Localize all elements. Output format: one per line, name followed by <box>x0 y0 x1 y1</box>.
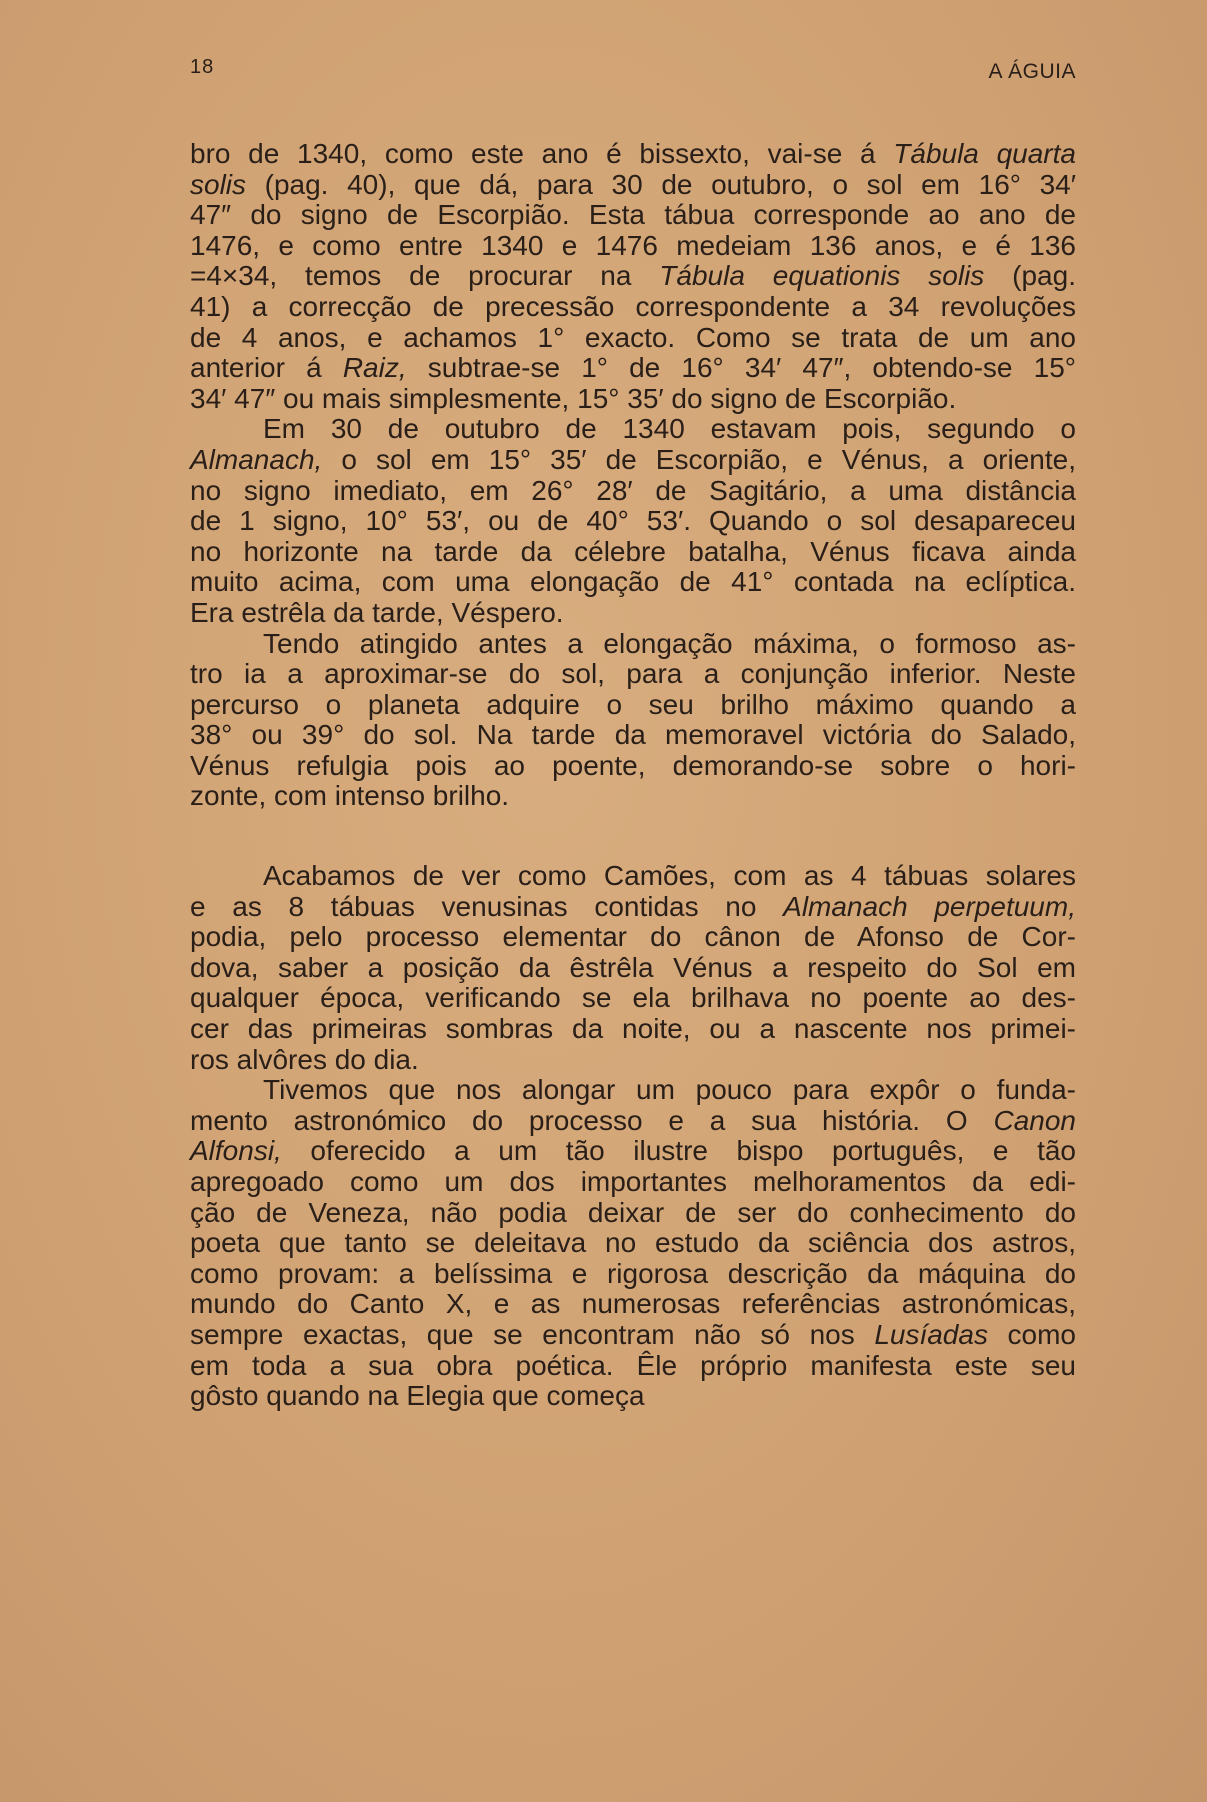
text-run: 41) a correcção de precessão correspondente a 34 revoluções <box>190 290 1076 322</box>
text-run: 34′ 47″ ou mais simplesmente, 15° 35′ do signo de Escorpião. <box>190 382 957 414</box>
paragraph <box>190 414 1076 628</box>
paragraph <box>190 1075 1076 1412</box>
text-line <box>190 1075 1076 1106</box>
italic-title: Lusíadas <box>874 1318 988 1350</box>
italic-title: Raiz, <box>342 352 407 384</box>
text-line <box>190 953 1076 984</box>
italic-title: solis <box>190 168 247 200</box>
text-line <box>190 476 1076 507</box>
text-run: Tivemos que nos alongar um pouco para expôr o funda- <box>263 1074 1076 1106</box>
text-run: Em 30 de outubro de 1340 estavam pois, segundo o <box>263 413 1076 445</box>
text-line <box>190 292 1076 323</box>
text-run: oferecido a um tão ilustre bispo português, e tão <box>281 1135 1076 1167</box>
paragraph <box>190 861 1076 1075</box>
text-run: como <box>987 1318 1077 1350</box>
section-gap <box>190 812 1076 861</box>
text-run: gôsto quando na Elegia que começa <box>190 1380 645 1412</box>
text-run: ção de Veneza, não podia deixar de ser do conhecimento do <box>190 1196 1076 1228</box>
text-run: Era estrêla da tarde, Véspero. <box>190 596 564 628</box>
text-line <box>190 1136 1076 1167</box>
text-run: (pag. 40), que dá, para 30 de outubro, o sol em 16° 34′ <box>246 168 1076 200</box>
text-run: subtrae-se 1° de 16° 34′ 47″, obtendo-se 15° <box>406 352 1076 384</box>
text-line <box>190 751 1076 782</box>
text-line <box>190 231 1076 262</box>
text-run: 38° ou 39° do sol. Na tarde da memoravel victória do Salado, <box>190 719 1076 751</box>
text-line <box>190 629 1076 660</box>
text-line <box>190 323 1076 354</box>
text-line <box>190 1320 1076 1351</box>
italic-title: Almanach, <box>190 443 323 475</box>
text-run: de 4 anos, e achamos 1° exacto. Como se trata de um ano <box>190 321 1076 353</box>
page-number: 18 <box>190 56 215 78</box>
text-line <box>190 384 1076 415</box>
text-run: cer das primeiras sombras da noite, ou a nascente nos primei- <box>190 1013 1076 1045</box>
text-run: bro de 1340, como este ano é bissexto, vai-se á <box>190 138 894 169</box>
body-text <box>190 139 1076 1412</box>
text-run: mento astronómico do processo e a sua história. O <box>190 1104 994 1136</box>
text-line <box>190 598 1076 629</box>
text-line <box>190 922 1076 953</box>
italic-title: Tábula equationis solis <box>659 260 985 292</box>
text-line <box>190 414 1076 445</box>
text-line <box>190 353 1076 384</box>
text-run: de 1 signo, 10° 53′, ou de 40° 53′. Quando o sol desapareceu <box>190 505 1076 537</box>
text-line <box>190 892 1076 923</box>
text-line <box>190 983 1076 1014</box>
text-run: 1476, e como entre 1340 e 1476 medeiam 136 anos, e é 136 <box>190 229 1076 261</box>
text-run: no horizonte na tarde da célebre batalha, Vénus ficava ainda <box>190 535 1076 567</box>
text-run: (pag. <box>984 260 1076 292</box>
text-line <box>190 170 1076 201</box>
text-run: Acabamos de ver como Camões, com as 4 tábuas solares <box>263 860 1076 892</box>
text-line <box>190 506 1076 537</box>
text-line <box>190 659 1076 690</box>
text-line <box>190 1014 1076 1045</box>
italic-title: Almanach perpetuum, <box>783 890 1076 922</box>
text-line <box>190 1228 1076 1259</box>
text-run: muito acima, com uma elongação de 41° contada na eclíptica. <box>190 566 1076 598</box>
text-run: em toda a sua obra poética. Êle próprio manifesta este seu <box>190 1349 1076 1381</box>
text-run: anterior á <box>190 352 343 384</box>
paragraph <box>190 139 1076 414</box>
text-run: percurso o planeta adquire o seu brilho máximo quando a <box>190 688 1076 720</box>
text-run: e as 8 tábuas venusinas contidas no <box>190 890 784 922</box>
text-line <box>190 1289 1076 1320</box>
text-run: qualquer época, verificando se ela brilhava no poente ao des- <box>190 982 1076 1014</box>
text-line <box>190 1198 1076 1229</box>
text-run: apregoado como um dos importantes melhoramentos da edi- <box>190 1166 1076 1197</box>
text-line <box>190 567 1076 598</box>
italic-title: Alfonsi, <box>190 1135 282 1167</box>
journal-title: A ÁGUIA <box>988 60 1076 83</box>
text-line <box>190 690 1076 721</box>
text-line <box>190 1259 1076 1290</box>
text-run: =4×34, temos de procurar na <box>190 260 660 292</box>
text-line <box>190 139 1076 170</box>
text-run: zonte, com intenso brilho. <box>190 780 510 812</box>
text-run: sempre exactas, que se encontram não só nos <box>190 1318 875 1350</box>
text-run: o sol em 15° 35′ de Escorpião, e Vénus, a oriente, <box>322 443 1076 475</box>
text-line <box>190 1351 1076 1382</box>
text-run: podia, pelo processo elementar do cânon de Afonso de Cor- <box>190 921 1076 953</box>
text-run: dova, saber a posição da êstrêla Vénus a respeito do Sol em <box>190 951 1076 983</box>
text-run: 47″ do signo de Escorpião. Esta tábua corresponde ao ano de <box>190 199 1076 231</box>
text-line <box>190 1381 1076 1412</box>
text-run: no signo imediato, em 26° 28′ de Sagitário, a uma distância <box>190 474 1076 506</box>
text-line <box>190 445 1076 476</box>
text-line <box>190 537 1076 568</box>
text-line <box>190 1045 1076 1076</box>
text-line <box>190 261 1076 292</box>
text-run: poeta que tanto se deleitava no estudo da sciência dos astros, <box>190 1227 1076 1259</box>
text-run: tro ia a aproximar-se do sol, para a conjunção inferior. Neste <box>190 658 1076 690</box>
text-line <box>190 1106 1076 1137</box>
text-line <box>190 1167 1076 1198</box>
text-run: Tendo atingido antes a elongação máxima, o formoso as- <box>263 627 1076 659</box>
text-run: mundo do Canto X, e as numerosas referências astronómicas, <box>190 1288 1076 1320</box>
paragraph <box>190 629 1076 813</box>
text-run: como provam: a belíssima e rigorosa descrição da máquina do <box>190 1257 1076 1289</box>
italic-title: Canon <box>993 1104 1076 1136</box>
text-line <box>190 781 1076 812</box>
italic-title: Tábula quarta <box>893 138 1076 169</box>
text-line <box>190 861 1076 892</box>
text-run: ros alvôres do dia. <box>190 1043 419 1075</box>
text-run: Vénus refulgia pois ao poente, demorando-se sobre o hori- <box>190 749 1076 781</box>
text-line <box>190 720 1076 751</box>
running-head <box>190 56 1080 86</box>
text-line <box>190 200 1076 231</box>
